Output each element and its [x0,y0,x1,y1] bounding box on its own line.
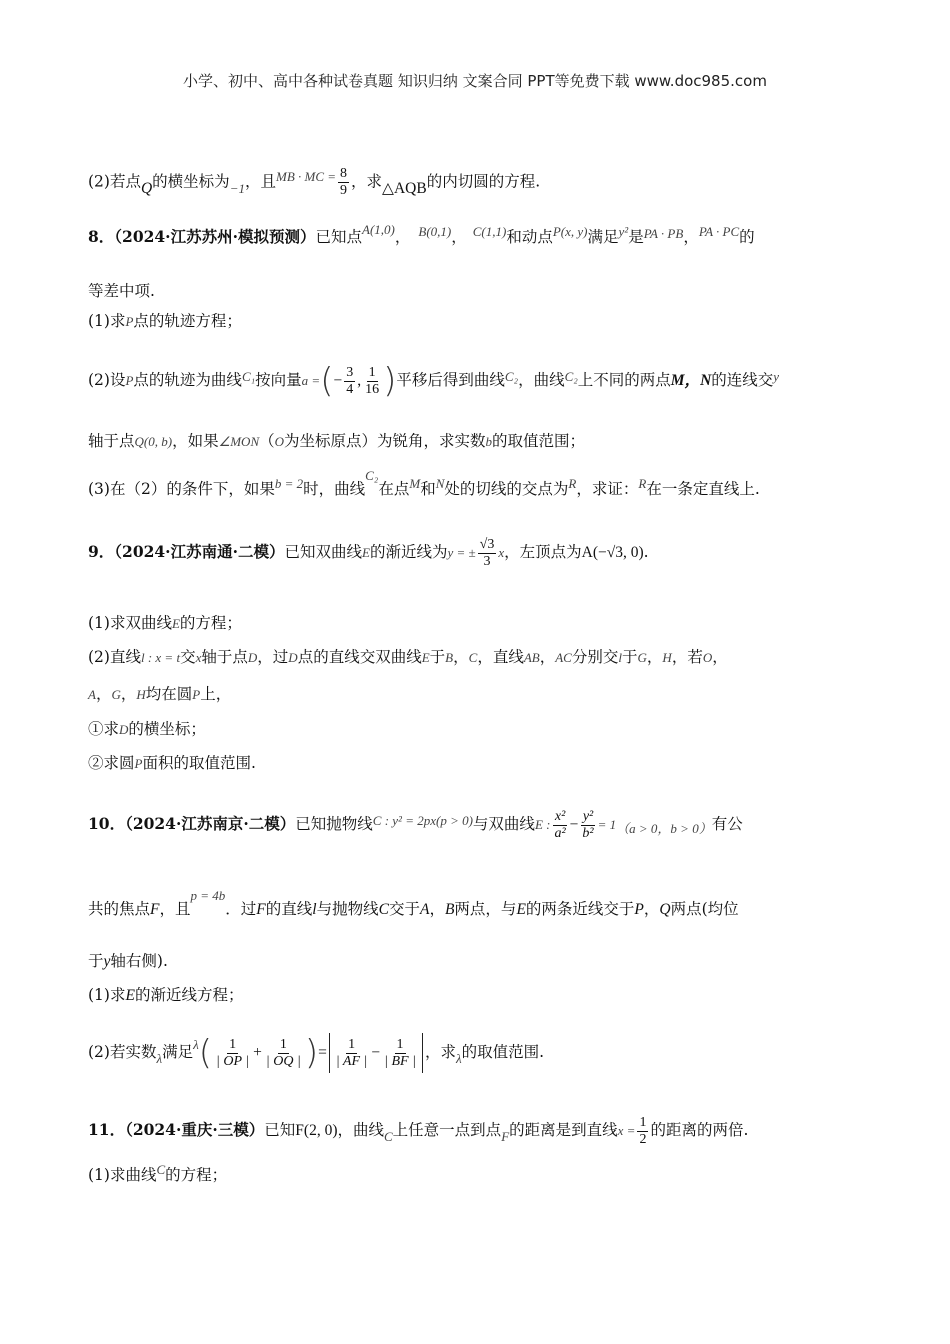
frac-1-OP: $\frac{1}{| OP |}$ [216,1036,250,1069]
frac-1-16: $\frac{1}{16}$ [365,364,380,397]
q8-stem-line1: 8．（2024·江苏苏州·模拟预测）已知点$^{A(1,0)}$， $^{B(0,1)}$， $^{C(1,1)}$和动点$^{P(x, y)}$满足$^{y^2}$是$^{PA \cdot PB}$，$^{PA \cdot PC}$的 [88,222,755,246]
q8-part3: (3)在（2）的条件下，如果$^{b = 2}$时，曲线$^{C_2}$在点$^M$和$^N$处的切线的交点为$^R$，求证：$^R$在一条定直线上. [88,468,760,498]
q11-part1: (1)求曲线$^C$的方程； [88,1162,228,1184]
frac-1-OQ: $\frac{1}{| OQ |}$ [265,1036,301,1069]
q8-part2-line1: (2)设P点的轨迹为曲线$^{C_1}$按向量a =(− $\frac{3}{4}$ , $\frac{1}{16}$ )平移后得到曲线$^{C_2}$，曲线$^{C_2}$上不同的两点M，N的连线交$^y$ [88,361,780,401]
q10-stem-line3: 于y轴右侧). [88,952,168,970]
frac-1-2: $\frac{1}{2}$ [639,1114,647,1147]
frac-1-BF: $\frac{1}{| BF |}$ [384,1036,416,1069]
frac-y2-b2: $\frac{\text{y²}}{\text{b²}}$ [582,808,594,841]
q9-part2-line2: A，G，H均在圆P上， [88,685,232,703]
frac-1-AF: $\frac{1}{| AF |}$ [335,1036,368,1069]
q8-stem-line2: 等差中项. [88,282,155,300]
q10-part2: (2)若实数$_\lambda$满足$^\lambda$( $\frac{1}{| OP |}$ + $\frac{1}{| OQ |}$ )= $\frac{1}{| AF |}$ − $\frac{1}{| BF |}$ ，求$_\lambda$的取值范围. [88,1033,545,1073]
q9-stem: 9．（2024·江苏南通·二模）已知双曲线E的渐近线为y = ± $\frac{√3}{3}$ x，左顶点为A(−√3, 0). [88,536,649,569]
frac-8-9: $\frac{8}{9}$ [340,166,348,198]
q9-sub2: ②求圆P面积的取值范围. [88,754,256,772]
frac-x2-a2: $\frac{\text{x²}}{\text{a²}}$ [554,808,566,841]
q10-stem-line2: 共的焦点F，且$^{p = 4b}$．过F的直线l与抛物线C交于A，B两点，与E的两条近线交于P，Q两点(均位 [88,888,739,918]
page-header: 小学、初中、高中各种试卷真题 知识归纳 文案合同 PPT等免费下载 www.doc985.com [183,72,767,90]
q9-sub1: ①求D的横坐标； [88,720,206,738]
q8-part1: (1)求P点的轨迹方程； [88,312,242,330]
q11-stem: 11．（2024·重庆·三模）已知F(2, 0)，曲线$_C$上任意一点到点$_F$的距离是到直线x = $\frac{1}{2}$ 的距离的两倍. [88,1114,749,1147]
q9-part2-line1: (2)直线l : x = t交x轴于点D，过D点的直线交双曲线E于B，C，直线AB，AC分别交l于G，H，若O， [88,648,728,666]
q10-stem-line1: 10．（2024·江苏南京·二模）已知抛物线$^{C : y^2 = 2px(p > 0)}$与双曲线E : $\frac{\text{x²}}{\text{a²}}$ − $\frac{\text{y²}}{\text{b²}}$ = $1_{(a > 0,b > 0)}$有公 [88,808,743,841]
frac-sqrt3-3: $\frac{√3}{3}$ [479,536,495,569]
frac-3-4: $\frac{3}{4}$ [346,364,354,397]
q10-part1: (1)求E的渐近线方程； [88,986,244,1004]
q8-part2-line2: 轴于点Q(0, b)，如果∠MON（O为坐标原点）为锐角，求实数b的取值范围； [88,432,586,450]
q9-part1: (1)求双曲线E的方程； [88,614,242,632]
q7-part2: (2)若点Q的横坐标为$_{-1}$，且$^{MB \cdot MC =}$ $\frac{8}{9}$ ，求△AQB的内切圆的方程. [88,166,541,198]
